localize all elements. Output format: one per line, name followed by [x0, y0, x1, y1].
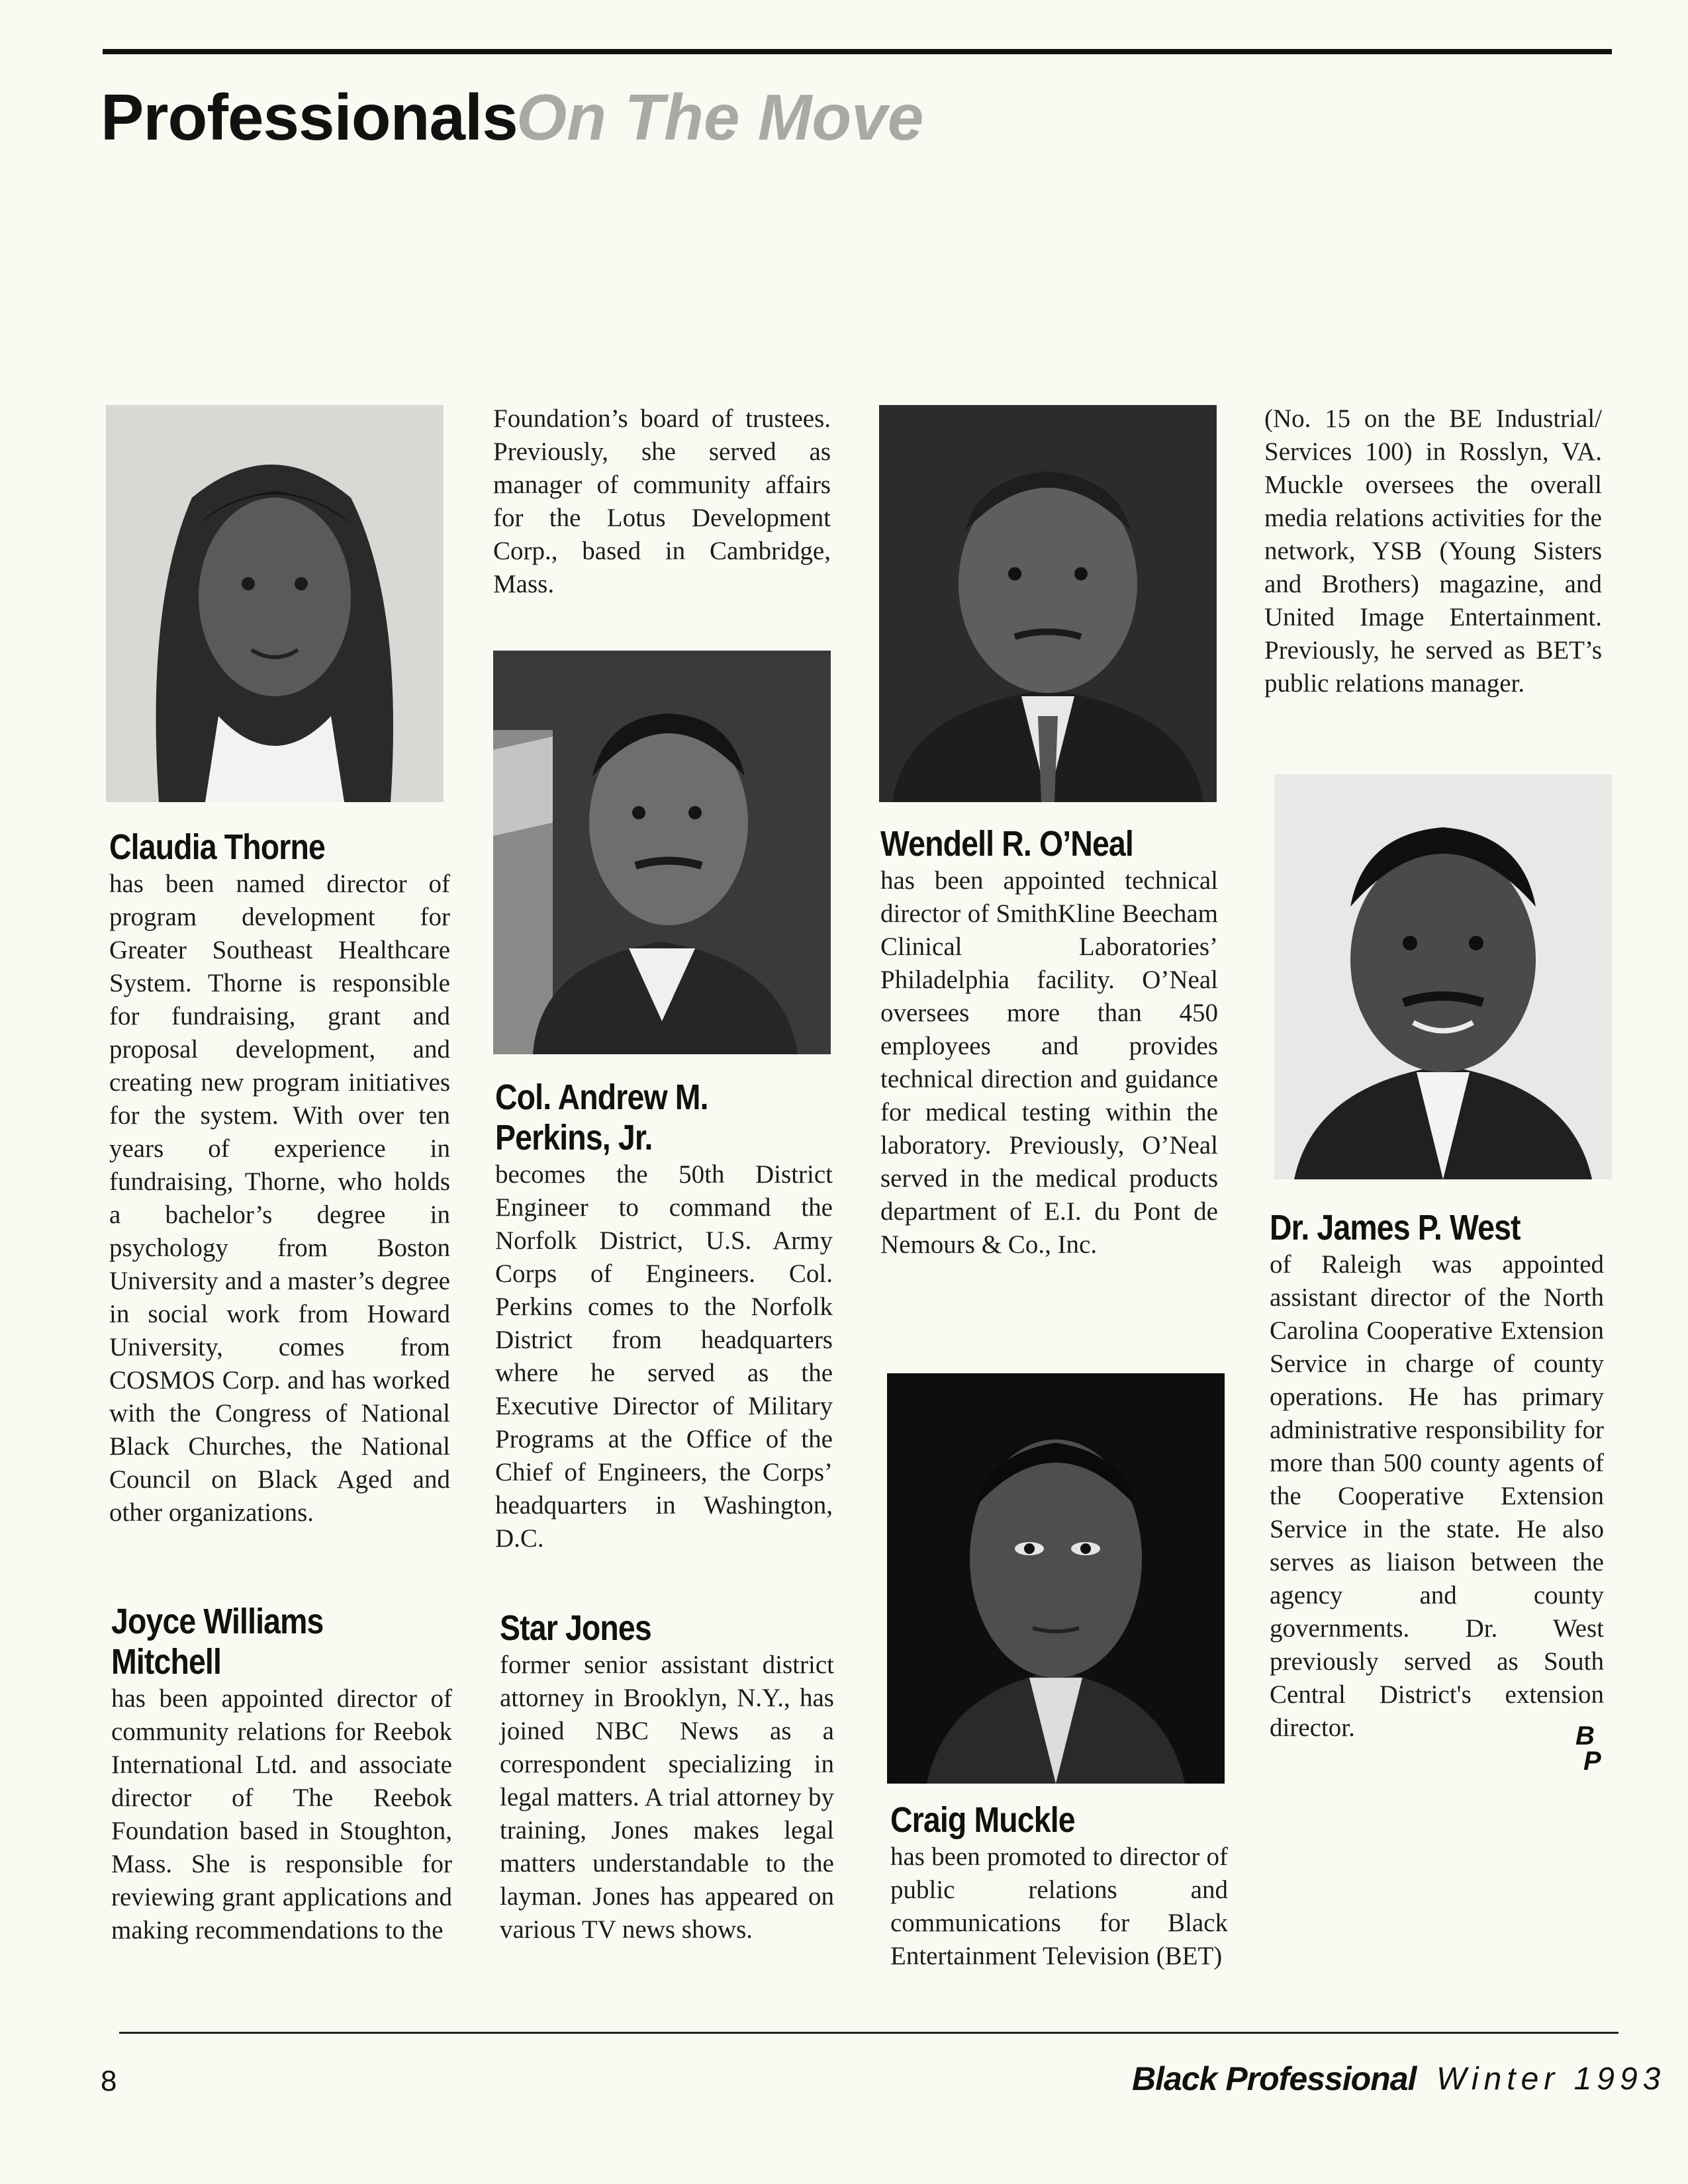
profile-andrew-perkins	[495, 1077, 833, 1555]
profile-text: has been promoted to director of public relations and communications for Black Entertainment Television (BET)	[890, 1843, 1228, 1971]
top-rule	[103, 49, 1612, 54]
profile-text-continued: (No. 15 on the BE Industrial/ Services 100) in Rosslyn, VA. Muckle oversees the overall media relations activities for the network, YSB (Young Sisters and Brothers) magazine, and United Image Entertainment. Previously, he served as BET’s public relations manager.	[1264, 404, 1602, 698]
profile-craig-continued	[1264, 402, 1602, 700]
profile-name-line1: Col. Andrew M.	[495, 1077, 708, 1117]
profile-name-line2: Perkins, Jr.	[495, 1118, 653, 1158]
profile-name: Dr. James P. West	[1270, 1208, 1521, 1248]
photo-james-west	[1274, 774, 1612, 1179]
profile-name: Star Jones	[500, 1608, 651, 1648]
photo-wendell-oneal	[879, 405, 1217, 802]
page-title: Professionals	[101, 81, 518, 154]
profile-joyce-williams-mitchell	[111, 1602, 452, 1947]
profile-text: has been appointed director of community relations for Reebok International Ltd. and associate director of The Reebok Foundation based in Stoughton, Mass. She is responsible for reviewing grant applications and making recommendations to the	[111, 1684, 452, 1945]
magazine-name: Black Professional	[1132, 2060, 1417, 2097]
bp-end-mark-logo	[1575, 1719, 1611, 1772]
profile-name-line1: Joyce Williams	[111, 1602, 324, 1641]
profile-wendell-oneal	[880, 824, 1218, 1261]
profile-text: former senior assistant district attorney in Brooklyn, N.Y., has joined NBC News as a correspondent specializing in legal matters. A trial attorney by training, Jones makes legal matters understandable to the layman. Jones has appeared on various TV news shows.	[500, 1651, 834, 1944]
profile-star-jones	[500, 1608, 834, 1946]
profile-name: Wendell R. O’Neal	[880, 824, 1133, 864]
bottom-rule	[119, 2032, 1618, 2034]
photo-claudia-thorne	[106, 405, 444, 802]
profile-joyce-continued	[493, 402, 831, 601]
profile-name: Claudia Thorne	[109, 827, 325, 867]
photo-andrew-perkins	[493, 651, 831, 1054]
profile-name: Craig Muckle	[890, 1800, 1075, 1840]
profile-text: becomes the 50th District Engineer to command the Norfolk District, U.S. Army Corps of Engineers. Col. Perkins comes to the Norfolk District from headquarters where he served as the Executive Director of Military Programs at the Office of the Chief of Engineers, the Corps’ headquarters in Washington, D.C.	[495, 1160, 833, 1553]
photo-craig-muckle	[887, 1373, 1225, 1784]
profile-text: has been appointed technical director of SmithKline Beecham Clinical Laboratories’ Philadelphia facility. O’Neal oversees more than 450 employees and provides technical direction and guidance for medical testing within the laboratory. Previously, O’Neal served in the medical products department of E.I. du Pont de Nemours & Co., Inc.	[880, 866, 1218, 1259]
profile-text: of Raleigh was appointed assistant director of the North Carolina Cooperative Extension Service in charge of county operations. He has primary administrative responsibility for more than 500 county agents of the Cooperative Extension Service in the state. He also serves as liaison between the agency and county governments. Dr. West previously served as South Central District's extension director.	[1270, 1250, 1604, 1743]
profile-text: has been named director of program development for Greater Southeast Healthcare System. Thorne is responsible for fundraising, grant and proposal development, and creating new program initiatives for the system. With over ten years of experience in fundraising, Thorne, who holds a bachelor’s degree in psychology from Boston University and a master’s degree in social work from Howard University, comes from COSMOS Corp. and has worked with the Congress of National Black Churches, the National Council on Black Aged and other organizations.	[109, 870, 450, 1527]
page-number: 8	[101, 2065, 117, 2097]
profile-craig-muckle	[890, 1800, 1228, 1973]
profile-text-continued: Foundation’s board of trustees. Previously, she served as manager of community affairs for the Lotus Development Corp., based in Cambridge, Mass.	[493, 404, 831, 598]
profile-james-west	[1270, 1208, 1604, 1745]
profile-claudia-thorne	[109, 827, 450, 1529]
svg-text:P: P	[1583, 1747, 1601, 1772]
issue-date: Winter 1993	[1436, 2062, 1666, 2097]
svg-text:B: B	[1575, 1721, 1595, 1751]
page-title-accent: On The Move	[516, 81, 924, 154]
profile-name-line2: Mitchell	[111, 1642, 222, 1682]
